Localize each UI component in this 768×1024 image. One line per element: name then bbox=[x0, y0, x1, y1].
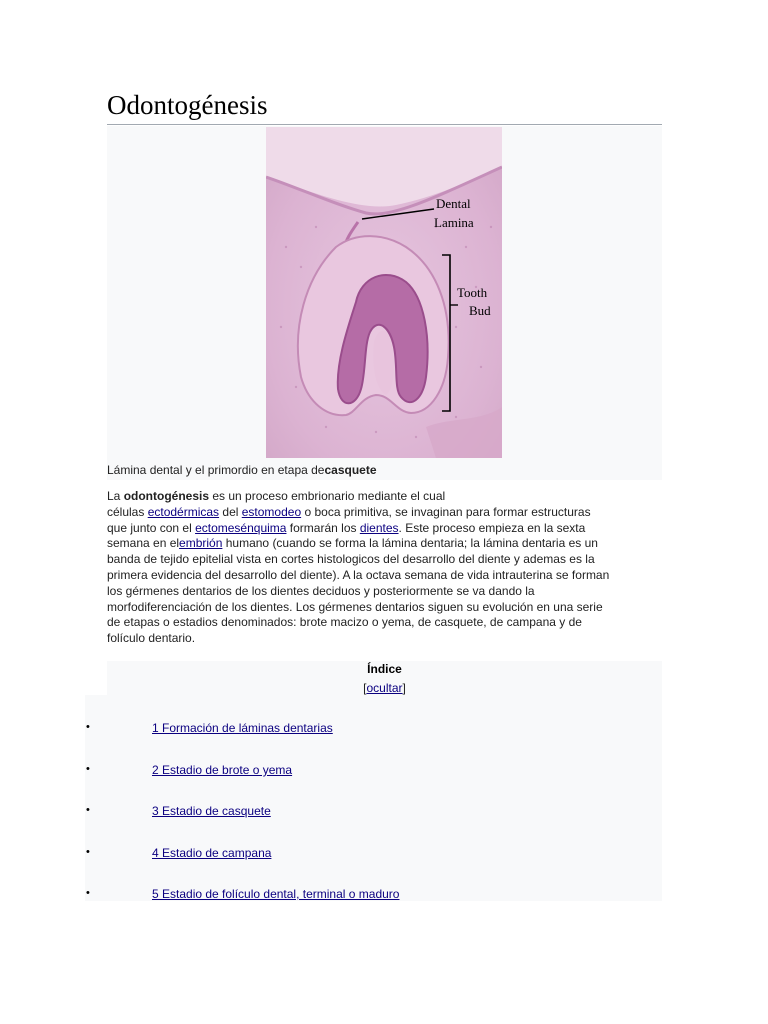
toc-link-3[interactable]: 3 Estadio de casquete bbox=[152, 804, 271, 818]
bullet: • bbox=[86, 846, 90, 858]
para-line-2: células ectodérmicas del estomodeo o boca primitiva, se invaginan para formar estructuras bbox=[107, 504, 591, 519]
toc-title: Índice bbox=[367, 662, 402, 676]
toc-link-5[interactable]: 5 Estadio de folículo dental, terminal o maduro bbox=[152, 887, 400, 901]
para-line-10: folículo dentario. bbox=[107, 631, 196, 646]
para-line-4: semana en elembrión humano (cuando se forma la lámina dentaria; la lámina dentaria es un bbox=[107, 536, 598, 551]
title-divider bbox=[107, 124, 662, 125]
para-line-6: primera evidencia del desarrollo del diente). A la octava semana de vida intrauterina se forman bbox=[107, 567, 610, 582]
toc-link-2[interactable]: 2 Estadio de brote o yema bbox=[152, 763, 293, 777]
para-line-7: los gérmenes dentarios de los dientes deciduos y posteriormente se va dando la bbox=[107, 583, 535, 598]
bullet: • bbox=[86, 887, 90, 899]
para-line-8: morfodiferenciación de los dientes. Los gérmenes dentarios siguen su evolución en una serie bbox=[107, 599, 603, 614]
label-bud: Bud bbox=[469, 303, 491, 318]
label-tooth: Tooth bbox=[457, 285, 488, 300]
toc-link-4[interactable]: 4 Estadio de campana bbox=[152, 846, 272, 860]
link-ectodermicas[interactable]: ectodérmicas bbox=[147, 504, 220, 519]
toc-hide-link[interactable]: ocultar bbox=[366, 681, 403, 695]
figure-caption: Lámina dental y el primordio en etapa decasquete bbox=[107, 463, 377, 477]
histology-image[interactable] bbox=[266, 127, 502, 458]
intro-paragraph bbox=[107, 489, 667, 647]
para-line-5: banda de tejido epitelial vista en cortes histologicos del desarrollo del diente y ademas es la bbox=[107, 552, 595, 567]
link-embrion[interactable]: embrión bbox=[179, 536, 223, 551]
para-line-9: de etapas o estadios denominados: brote macizo o yema, de casquete, de campana y de bbox=[107, 615, 582, 630]
page-title: Odontogénesis bbox=[107, 90, 268, 120]
bullet: • bbox=[86, 721, 90, 733]
link-estomodeo[interactable]: estomodeo bbox=[241, 504, 302, 519]
label-dental: Dental bbox=[436, 196, 471, 211]
toc-toggle: [ocultar] bbox=[363, 681, 406, 695]
para-line-1: La odontogénesis es un proceso embrionario mediante el cual bbox=[107, 489, 446, 503]
toc-link-1[interactable]: 1 Formación de láminas dentarias bbox=[152, 721, 333, 735]
bullet: • bbox=[86, 804, 90, 816]
link-dientes[interactable]: dientes bbox=[359, 520, 399, 535]
para-line-3: que junto con el ectomesénquima formarán los dientes. Este proceso empieza en la sexta bbox=[107, 520, 586, 535]
link-ectomesenquima[interactable]: ectomesénquima bbox=[195, 520, 287, 535]
caption-bold: casquete bbox=[324, 463, 377, 477]
label-lamina: Lamina bbox=[434, 215, 474, 230]
bullet: • bbox=[86, 763, 90, 775]
